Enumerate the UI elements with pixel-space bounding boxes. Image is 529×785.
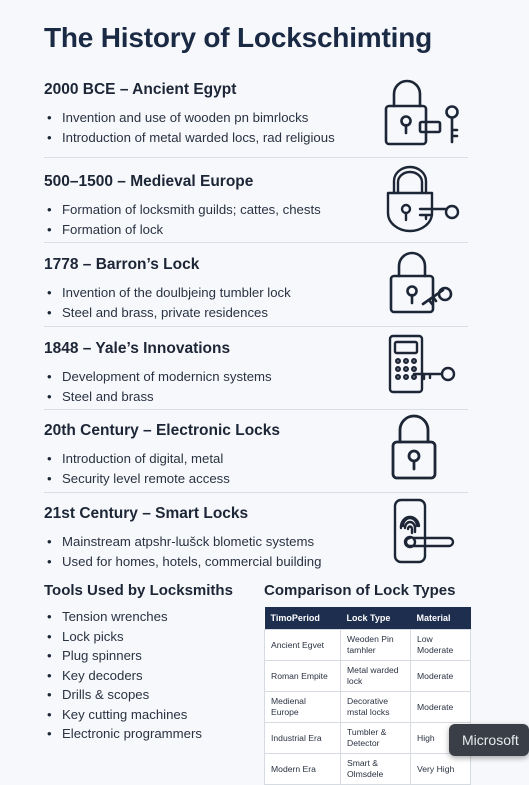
table-cell: High [411, 723, 471, 754]
tool-item: • Tension wrenches [44, 607, 233, 627]
fingerprint-door-handle-icon [393, 498, 453, 566]
table-cell: Metal warded lock [341, 661, 411, 692]
ornate-padlock-key-icon [384, 163, 464, 235]
microsoft-toast[interactable]: Microsoft [449, 724, 529, 756]
section-bullet: • Introduction of digital, metal [44, 449, 468, 469]
padlock-icon [390, 414, 438, 482]
table-header-cell: Material [411, 607, 471, 630]
table-cell: Decorative mstal locks [341, 692, 411, 723]
table-header-cell: TimoPeriod [265, 607, 341, 630]
table-cell: Very High [411, 754, 471, 785]
table-cell: Weoden Pin tamhler [341, 630, 411, 661]
comparison-heading: Comparison of Lock Types [264, 582, 456, 599]
section-divider [44, 326, 468, 327]
tool-item: • Plug spinners [44, 646, 233, 666]
table-cell: Moderate [411, 692, 471, 723]
table-cell: Tumbler & Detector [341, 723, 411, 754]
section-bullet: • Mainstream atpshr-lɯšck blometic systems [44, 532, 468, 552]
tools-heading: Tools Used by Locksmiths [44, 582, 233, 599]
section-divider [44, 157, 468, 158]
comparison-table [264, 607, 471, 785]
tool-item: • Lock picks [44, 627, 233, 647]
table-header-row [265, 607, 471, 630]
table-row [265, 754, 471, 785]
table-cell: Modern Era [265, 754, 341, 785]
table-row [265, 692, 471, 723]
table-cell: Roman Empite [265, 661, 341, 692]
table-row [265, 630, 471, 661]
section-heading: 500–1500 – Medieval Europe [44, 173, 254, 190]
table-row [265, 661, 471, 692]
section-bullet: • Steel and brass, private residences [44, 303, 468, 323]
section-divider [44, 409, 468, 410]
padlock-with-key-icon [382, 76, 464, 148]
section-bullet: • Development of modernicn systems [44, 367, 468, 387]
section-heading: 1778 – Barron’s Lock [44, 256, 200, 273]
tool-item: • Electronic programmers [44, 724, 233, 744]
section-bullet: • Invention of the doulbjeing tumbler lock [44, 283, 468, 303]
table-cell: Ancient Egvet [265, 630, 341, 661]
table-cell: Low Moderate [411, 630, 471, 661]
table-header-cell: Lock Type [341, 607, 411, 630]
section-divider [44, 242, 468, 243]
table-row [265, 723, 471, 754]
table-cell: Medienal Europe [265, 692, 341, 723]
table-cell: Industrial Era [265, 723, 341, 754]
tools-panel [44, 582, 233, 744]
section-bullet: • Introduction of metal warded locs, rad religious [44, 128, 468, 148]
section-heading: 1848 – Yale’s Innovations [44, 340, 231, 357]
section-bullet: • Invention and use of wooden pn bimrlocks [44, 108, 468, 128]
section-bullet: • Steel and brass [44, 387, 468, 407]
page-title: The History of Lockschimting [44, 22, 432, 53]
keypad-key-icon [388, 334, 460, 396]
tool-item: • Drills & scopes [44, 685, 233, 705]
section-bullet: • Security level remote access [44, 469, 468, 489]
table-cell: Smart & Olmsdele [341, 754, 411, 785]
tool-item: • Key cutting machines [44, 705, 233, 725]
section-bullet: • Formation of lock [44, 220, 468, 240]
padlock-key-icon [387, 250, 457, 316]
section-heading: 21st Century – Smart Locks [44, 505, 249, 522]
section-divider [44, 492, 468, 493]
tool-item: • Key decoders [44, 666, 233, 686]
section-heading: 2000 BCE – Ancient Egypt [44, 81, 237, 98]
table-cell: Moderate [411, 661, 471, 692]
section-bullet: • Used for homes, hotels, commercial building [44, 552, 468, 572]
section-bullet: • Formation of locksmith guilds; cattes, chests [44, 200, 468, 220]
section-heading: 20th Century – Electronic Locks [44, 422, 281, 439]
